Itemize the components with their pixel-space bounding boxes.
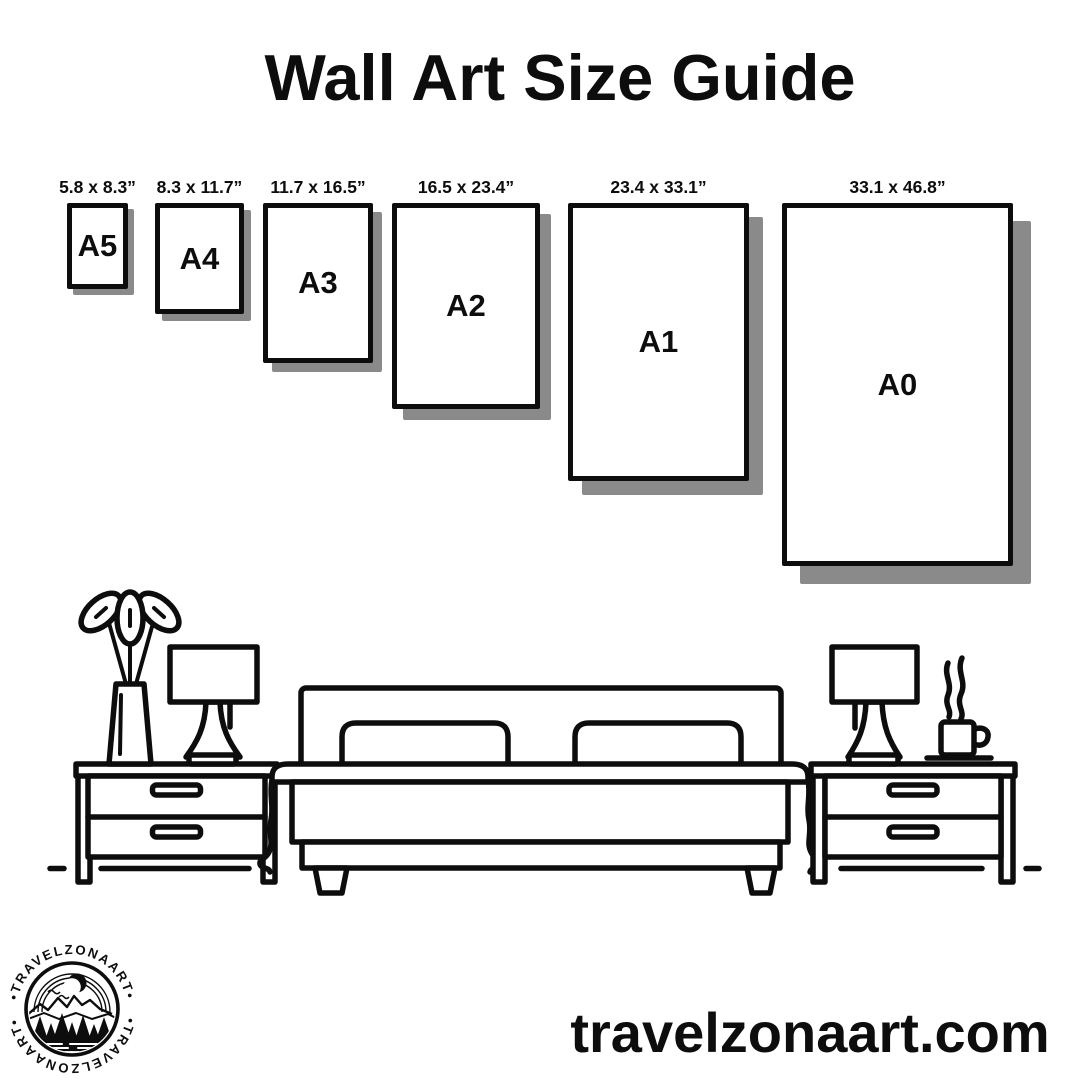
bedroom-illustration [0, 580, 1080, 910]
size-frame-a2 [392, 203, 540, 409]
size-letter-a1: A1 [638, 324, 679, 359]
size-frame-a5 [67, 203, 128, 289]
logo-arc-text-top: •TRAVELZONAART• [5, 941, 139, 1002]
nightstand-right-icon [811, 764, 1015, 882]
size-dimensions-a0: 33.1 x 46.8” [849, 177, 946, 197]
size-frame-a0 [782, 203, 1013, 566]
size-dimensions-a3: 11.7 x 16.5” [270, 177, 366, 197]
size-dimensions-a4: 8.3 x 11.7” [156, 177, 243, 197]
coffee-mug-icon [927, 658, 991, 758]
size-letter-a0: A0 [877, 366, 918, 402]
size-dimensions-a2: 16.5 x 23.4” [417, 177, 515, 197]
size-letter-a5: A5 [77, 228, 118, 263]
crescent-moon-icon [63, 974, 86, 996]
size-dimensions-a5: 5.8 x 8.3” [59, 177, 136, 197]
brand-logo [4, 936, 140, 1076]
size-dimensions-a1: 23.4 x 33.1” [610, 177, 707, 197]
logo-mountain-scene [24, 974, 120, 1061]
size-frame-a3 [263, 203, 373, 363]
size-letter-a4: A4 [179, 240, 220, 276]
logo-arc-text-bottom: •TRAVELZONAART• [5, 1016, 139, 1076]
steam-icon [947, 658, 963, 719]
size-letter-a3: A3 [298, 265, 338, 300]
nightstand-left-icon [76, 764, 277, 882]
website-url: travelzonaart.com [570, 1001, 1050, 1064]
size-letter-a2: A2 [446, 288, 486, 323]
size-frame-a1 [568, 203, 749, 481]
bed-icon [260, 688, 820, 893]
size-frame-a4 [155, 203, 244, 314]
table-lamp-left-icon [170, 647, 257, 764]
table-lamp-right-icon [832, 647, 917, 764]
mountains-icon [26, 996, 116, 1019]
page-title: Wall Art Size Guide [264, 41, 856, 114]
